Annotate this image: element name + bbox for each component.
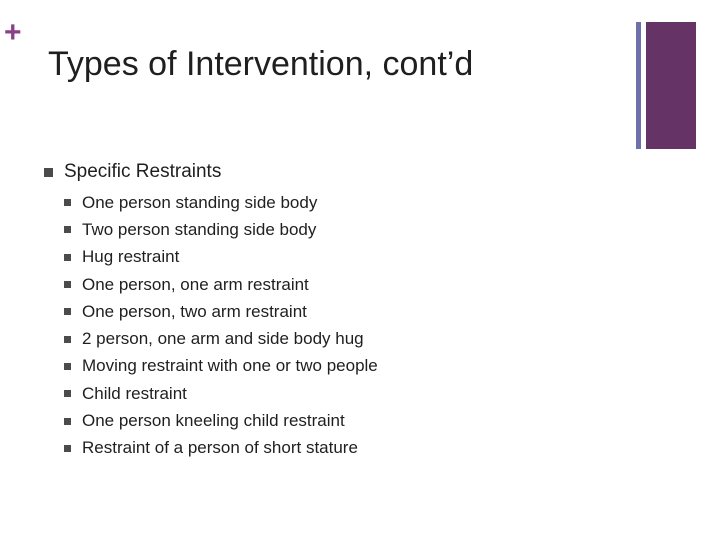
- square-bullet-icon: [64, 390, 71, 397]
- list-item-text: Two person standing side body: [82, 219, 317, 239]
- list-item: [64, 298, 378, 325]
- plus-icon: +: [4, 16, 22, 49]
- list-item-text: Hug restraint: [82, 247, 180, 267]
- bullet-label: Specific Restraints: [64, 161, 222, 182]
- list-item-text: One person, one arm restraint: [82, 274, 309, 294]
- slide-title: Types of Intervention, cont’d: [48, 45, 474, 83]
- list-item: [64, 325, 378, 352]
- accent-bar-thick: [646, 22, 696, 149]
- square-bullet-icon: [64, 363, 71, 370]
- list-item: [64, 216, 378, 243]
- list-item-text: Restraint of a person of short stature: [82, 438, 358, 458]
- bullet-specific-restraints: [44, 159, 221, 185]
- list-item: [64, 244, 378, 271]
- square-bullet-icon: [64, 418, 71, 425]
- list-item: [64, 380, 378, 407]
- list-item: [64, 353, 378, 380]
- accent-bar-thin: [636, 22, 641, 149]
- list-item: [64, 189, 378, 216]
- list-item-text: 2 person, one arm and side body hug: [82, 329, 364, 349]
- list-item-text: Child restraint: [82, 383, 187, 403]
- square-bullet-icon: [64, 199, 71, 206]
- list-item: [64, 407, 378, 434]
- list-item-text: One person kneeling child restraint: [82, 411, 345, 431]
- list-item-text: One person standing side body: [82, 192, 318, 212]
- list-item: [64, 271, 378, 298]
- square-bullet-icon: [64, 281, 71, 288]
- square-bullet-icon: [64, 336, 71, 343]
- square-bullet-icon: [44, 168, 53, 177]
- list-item-text: One person, two arm restraint: [82, 301, 307, 321]
- restraint-list: [64, 189, 378, 462]
- list-item-text: Moving restraint with one or two people: [82, 356, 378, 376]
- square-bullet-icon: [64, 254, 71, 261]
- square-bullet-icon: [64, 445, 71, 452]
- list-item: [64, 435, 378, 462]
- square-bullet-icon: [64, 308, 71, 315]
- square-bullet-icon: [64, 226, 71, 233]
